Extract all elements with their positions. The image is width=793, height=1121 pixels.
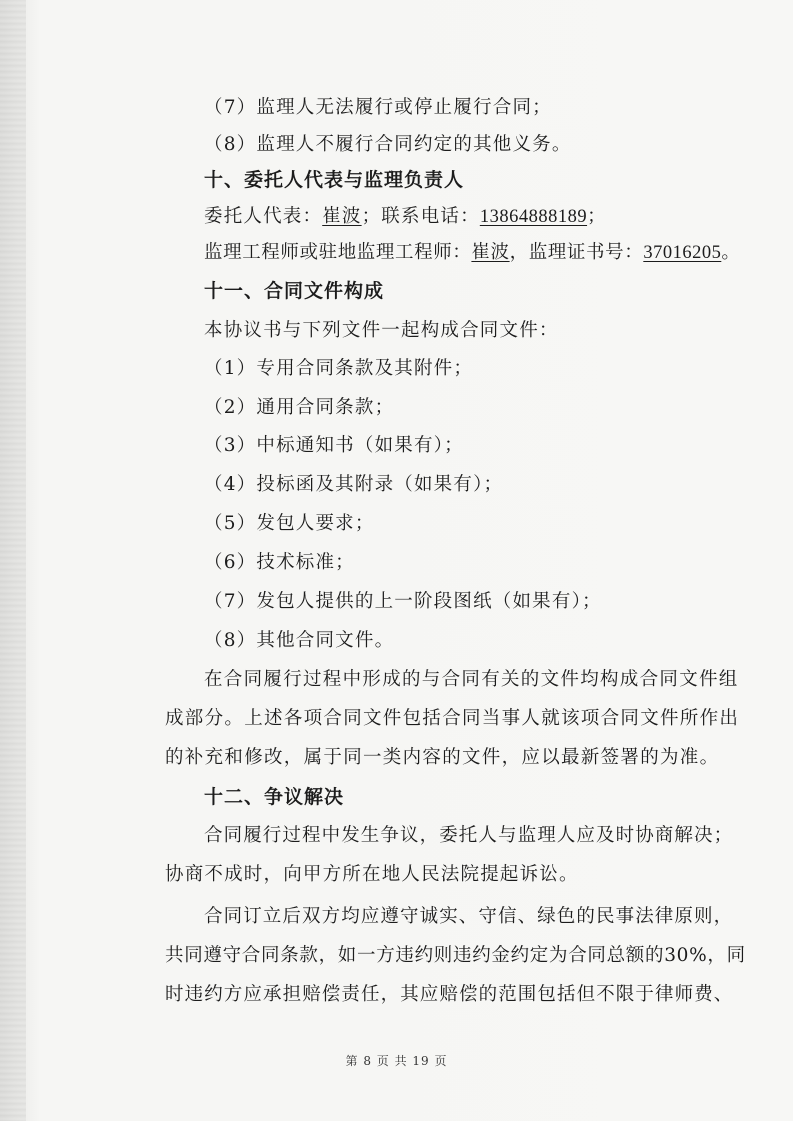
section-11-para-line-3: 的补充和修改，属于同一类内容的文件，应以最新签署的为准。 [165, 747, 720, 768]
section-11-para-line-1: 在合同履行过程中形成的与合同有关的文件均构成合同文件组 [204, 669, 739, 690]
doc-item-1: （1）专用合同条款及其附件； [204, 358, 474, 379]
rep-name: 崔波 [322, 206, 362, 227]
doc-item-2: （2）通用合同条款； [204, 397, 395, 418]
rep-label: 委托人代表： [204, 206, 323, 227]
phone-number: 13864888189 [479, 207, 588, 227]
doc-item-5: （5）发包人要求； [204, 513, 375, 534]
cert-label: ，监理证书号： [509, 242, 644, 263]
doc-item-7: （7）发包人提供的上一阶段图纸（如果有）； [204, 591, 602, 612]
doc-item-4: （4）投标函及其附录（如果有）； [204, 474, 504, 495]
item-7: （7）监理人无法履行或停止履行合同； [204, 97, 552, 118]
doc-item-8: （8）其他合同文件。 [204, 630, 395, 651]
section-10-title: 十、委托人代表与监理负责人 [204, 169, 465, 191]
phone-label: ；联系电话： [361, 206, 480, 227]
doc-item-3: （3）中标通知书（如果有）； [204, 435, 464, 456]
cert-suffix: 。 [721, 242, 741, 263]
engineer-line [204, 238, 740, 264]
phone-suffix: ； [587, 206, 607, 227]
section-12-title: 十二、争议解决 [204, 786, 345, 808]
item-8: （8）监理人不履行合同约定的其他义务。 [204, 134, 572, 155]
section-12-para2-line-1: 合同订立后双方均应遵守诚实、守信、绿色的民事法律原则， [204, 906, 734, 927]
section-11-intro: 本协议书与下列文件一起构成合同文件： [204, 320, 559, 341]
engineer-name: 崔波 [471, 242, 510, 263]
scan-edge [0, 0, 26, 1121]
doc-item-6: （6）技术标准； [204, 552, 355, 573]
engineer-label: 监理工程师或驻地监理工程师： [204, 242, 472, 263]
section-12-para1-line-2: 协商不成时，向甲方所在地人民法院提起诉讼。 [165, 864, 579, 885]
representative-line [204, 202, 607, 228]
section-12-para2-line-2: 共同遵守合同条款，如一方违约则违约金约定为合同总额的30%，同 [165, 945, 746, 966]
cert-number: 37016205 [643, 243, 722, 263]
section-12-para2-line-3: 时违约方应承担赔偿责任，其应赔偿的范围包括但不限于律师费、 [165, 984, 734, 1005]
section-11-title: 十一、合同文件构成 [204, 280, 385, 302]
page-number: 第 8 页 共 19 页 [345, 1054, 448, 1068]
section-11-para-line-2: 成部分。上述各项合同文件包括合同当事人就该项合同文件所作出 [165, 708, 740, 729]
section-12-para1-line-1: 合同履行过程中发生争议，委托人与监理人应及时协商解决； [204, 825, 734, 846]
